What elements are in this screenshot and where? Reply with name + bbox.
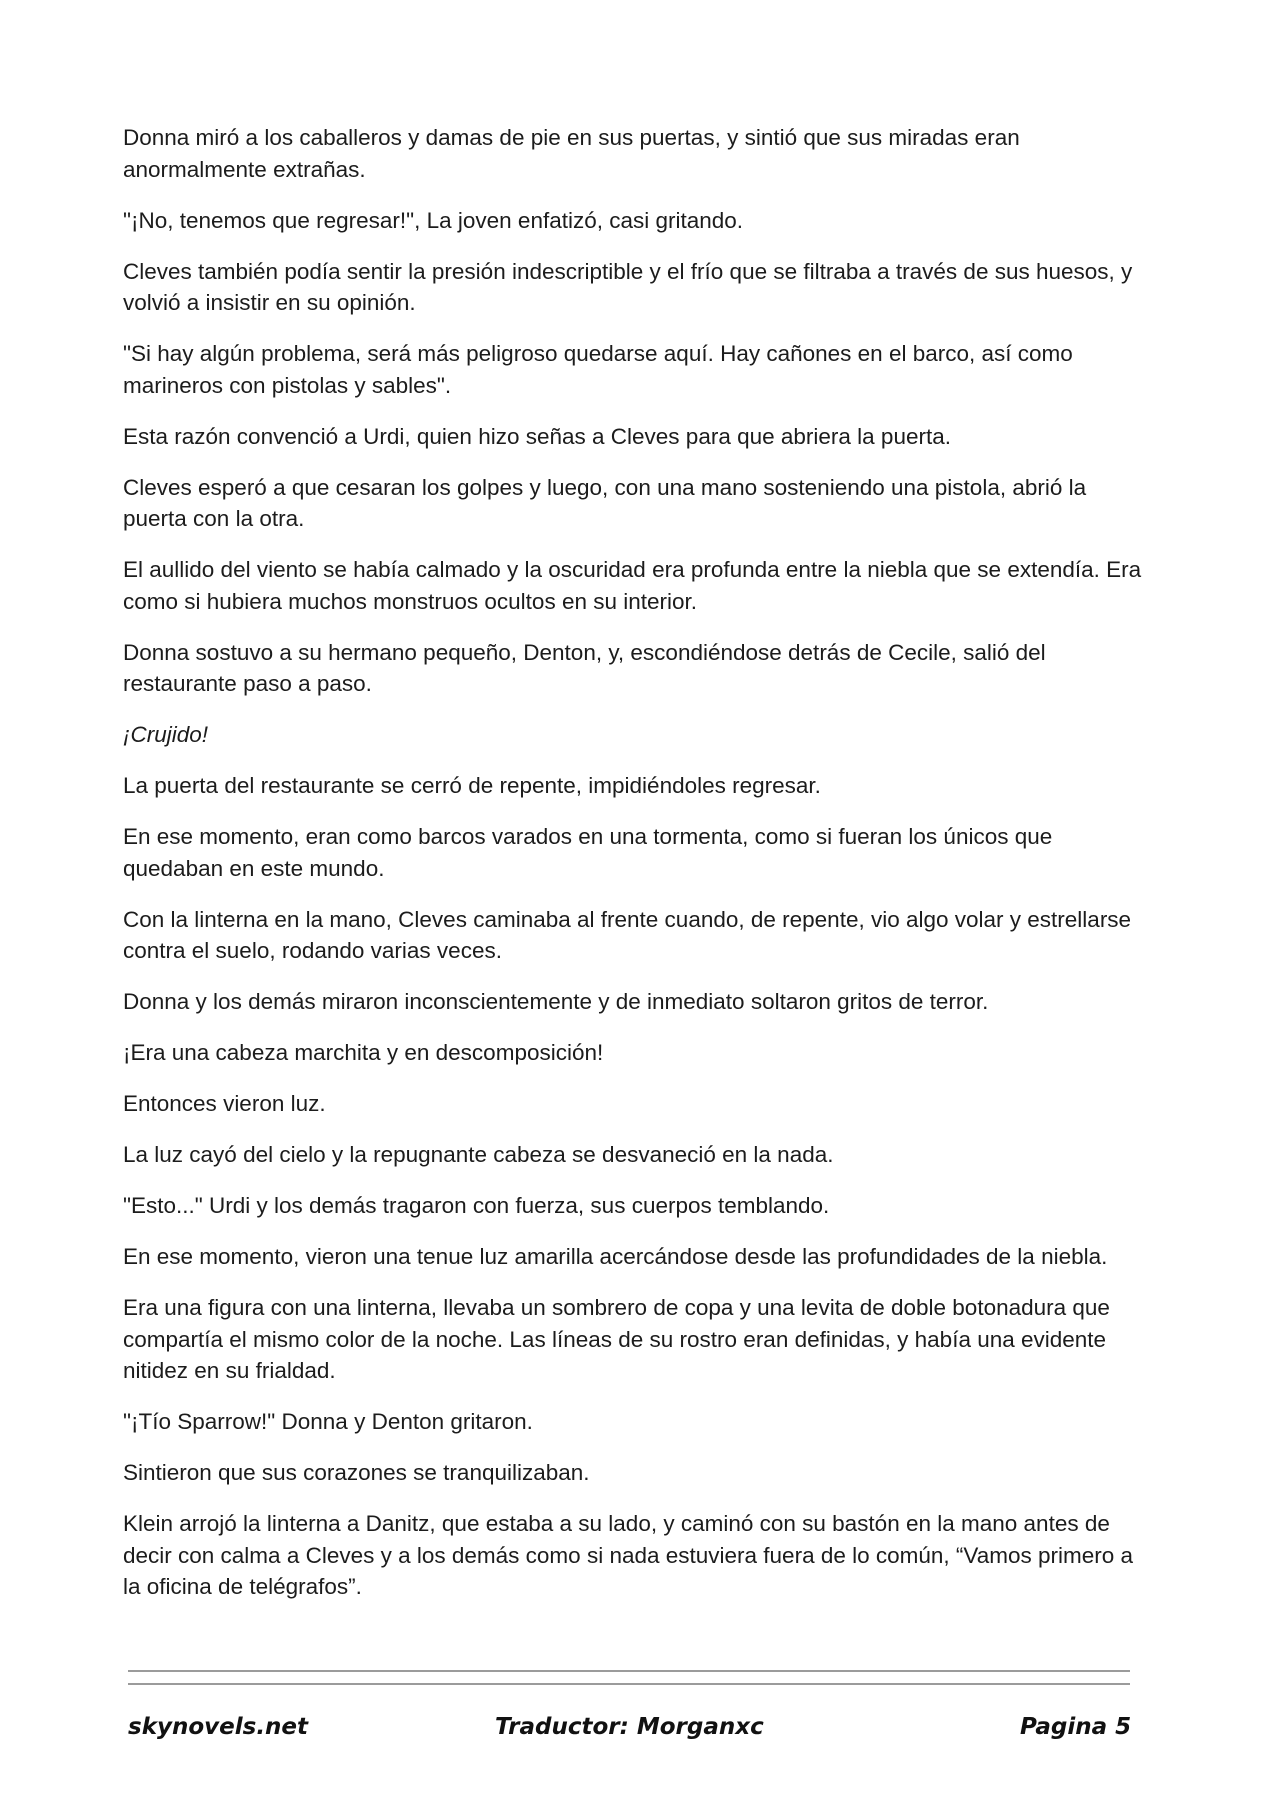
footer-translator: Traductor: Morganxc <box>495 1714 764 1740</box>
paragraph-italic: ¡Crujido! <box>123 722 209 747</box>
paragraph: "¡No, tenemos que regresar!", La joven enfatizó, casi gritando. <box>123 207 744 233</box>
paragraph: "Esto..." Urdi y los demás tragaron con fuerza, sus cuerpos temblando. <box>123 1193 830 1218</box>
paragraph: Donna miró a los caballeros y damas de pie en sus puertas, y sintió que sus miradas eran anormalmente extrañas. <box>123 125 1020 182</box>
paragraph: Donna sostuvo a su hermano pequeño, Denton, y, escondiéndose detrás de Cecile, salió del restaurante paso a paso. <box>123 639 1046 696</box>
paragraph: Klein arrojó la linterna a Danitz, que estaba a su lado, y caminó con su bastón en la mano antes de decir con calma a Cleves y a los demás como si nada estuviera fuera de lo común, “Vamos primero a la oficina de telégrafos”. <box>123 1511 1134 1599</box>
paragraph: Cleves también podía sentir la presión indescriptible y el frío que se filtraba a través de sus huesos, y volvió a insistir en su opinión. <box>123 258 1133 315</box>
paragraph: Cleves esperó a que cesaran los golpes y luego, con una mano sosteniendo una pistola, abrió la puerta con la otra. <box>123 474 1087 531</box>
paragraph: Esta razón convenció a Urdi, quien hizo señas a Cleves para que abriera la puerta. <box>123 423 951 449</box>
paragraph: Era una figura con una linterna, llevaba un sombrero de copa y una levita de doble botonadura que compartía el mismo color de la noche. Las líneas de su rostro eran definidas, y había una evidente nitidez en su frialdad. <box>123 1295 1110 1383</box>
paragraph: La luz cayó del cielo y la repugnante cabeza se desvaneció en la nada. <box>123 1142 834 1167</box>
paragraph: Con la linterna en la mano, Cleves caminaba al frente cuando, de repente, vio algo volar y estrellarse contra el suelo, rodando varias veces. <box>123 906 1132 963</box>
paragraph: Donna y los demás miraron inconscientemente y de inmediato soltaron gritos de terror. <box>123 989 989 1014</box>
paragraph: "¡Tío Sparrow!" Donna y Denton gritaron. <box>123 1409 533 1434</box>
paragraph: En ese momento, vieron una tenue luz amarilla acercándose desde las profundidades de la niebla. <box>123 1244 1108 1269</box>
paragraph: En ese momento, eran como barcos varados en una tormenta, como si fueran los únicos que quedaban en este mundo. <box>123 824 1053 881</box>
footer-site: skynovels.net <box>128 1714 309 1740</box>
footer-divider-bottom <box>128 1683 1130 1685</box>
document-body <box>123 122 1143 1622</box>
paragraph: "Si hay algún problema, será más peligroso quedarse aquí. Hay cañones en el barco, así como marineros con pistolas y sables". <box>123 341 1073 398</box>
paragraph: El aullido del viento se había calmado y la oscuridad era profunda entre la niebla que se extendía. Era como si hubiera muchos monstruos ocultos en su interior. <box>123 557 1142 614</box>
footer-divider-top <box>128 1670 1130 1672</box>
paragraph: Entonces vieron luz. <box>123 1091 326 1116</box>
paragraph: Sintieron que sus corazones se tranquilizaban. <box>123 1460 590 1485</box>
footer-page-number: Pagina 5 <box>1020 1714 1132 1740</box>
paragraph: La puerta del restaurante se cerró de repente, impidiéndoles regresar. <box>123 773 821 798</box>
paragraph: ¡Era una cabeza marchita y en descomposición! <box>123 1040 604 1065</box>
